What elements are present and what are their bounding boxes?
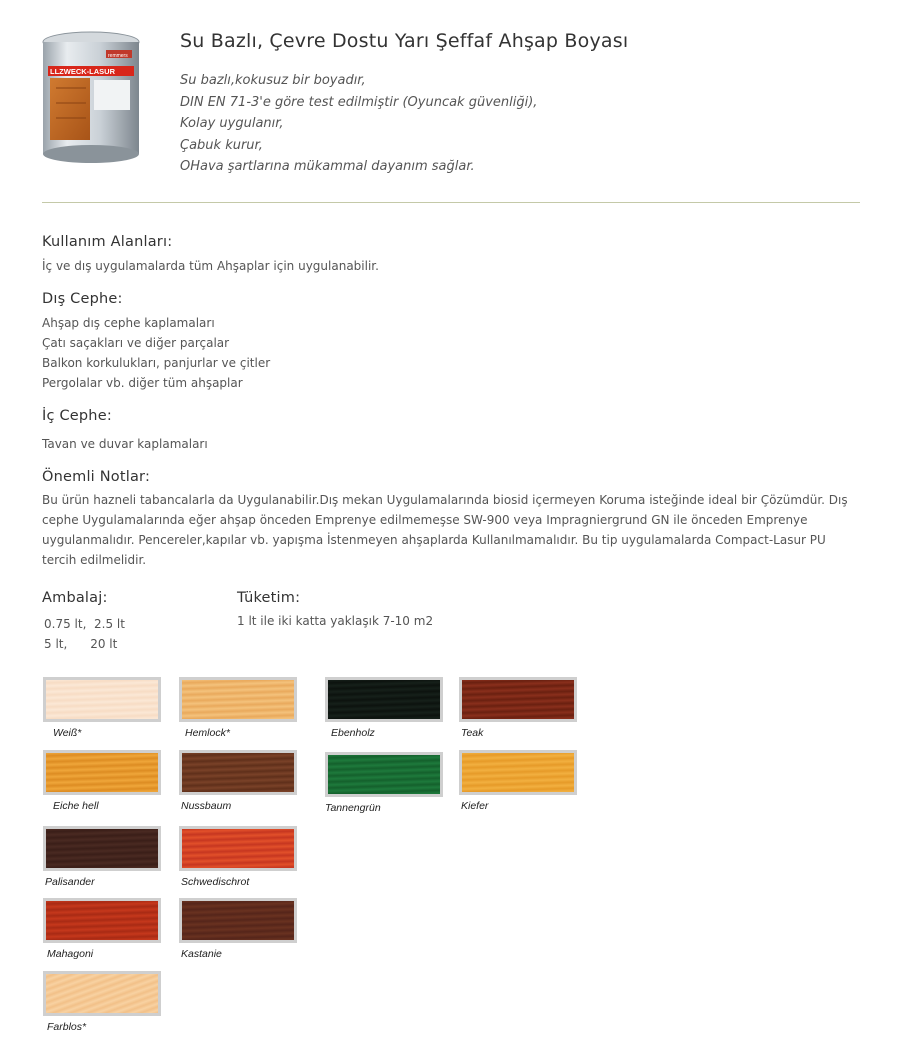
color-swatch bbox=[43, 677, 161, 722]
exterior-list bbox=[42, 313, 270, 393]
product-can-image bbox=[36, 28, 146, 166]
color-swatch bbox=[179, 826, 297, 871]
usage-text: İç ve dış uygulamalarda tüm Ahşaplar için uygulanabilir. bbox=[42, 259, 379, 273]
color-swatch-label: Hemlock* bbox=[185, 727, 230, 739]
interior-text: Tavan ve duvar kaplamaları bbox=[42, 437, 208, 451]
color-swatch-label: Teak bbox=[461, 727, 484, 739]
exterior-heading: Dış Cephe: bbox=[42, 291, 123, 307]
color-swatch bbox=[179, 677, 297, 722]
product-title: Su Bazlı, Çevre Dostu Yarı Şeffaf Ahşap Boyası bbox=[180, 30, 629, 52]
list-item: Ahşap dış cephe kaplamaları bbox=[42, 316, 215, 330]
color-swatch bbox=[43, 971, 161, 1016]
divider bbox=[42, 202, 860, 203]
color-swatch bbox=[325, 677, 443, 722]
color-swatch-label: Kastanie bbox=[181, 948, 222, 960]
color-swatch bbox=[43, 750, 161, 795]
color-swatch bbox=[43, 826, 161, 871]
consumption-heading: Tüketim: bbox=[237, 590, 301, 606]
color-swatch-label: Farblos* bbox=[47, 1021, 87, 1033]
notes-heading: Önemli Notlar: bbox=[42, 469, 151, 485]
consumption-text: 1 lt ile iki katta yaklaşık 7-10 m2 bbox=[237, 614, 434, 628]
color-swatch-label: Nussbaum bbox=[181, 800, 232, 812]
color-swatch-label: Kiefer bbox=[461, 800, 489, 812]
color-swatch-label: Schwedischrot bbox=[181, 876, 250, 888]
color-swatch-label: Mahagoni bbox=[47, 948, 94, 960]
color-swatch bbox=[179, 750, 297, 795]
packaging-row: 5 lt, 20 lt bbox=[44, 637, 118, 651]
notes-text: Bu ürün hazneli tabancalarla da Uygulanabilir.Dış mekan Uygulamalarında biosid içermeyen Koruma isteğinde ideal bir Çözümdür. Dış cephe Uygulamalarında eğer ahşap önceden Emprenye edilmemeşse SW-900 veya Impragniergrund GN ile önceden Emprenye uygulanmalıdır. Pencereler,kapılar vb. yapışma İstenmeyen ahşaplarda Kullanılmamalıdır. Bu tip uygulamalarda Compact-Lasur PU tercih edilmelidir. bbox=[42, 493, 848, 567]
color-swatch bbox=[459, 677, 577, 722]
feature-list bbox=[180, 70, 537, 178]
feature-item: OHava şartlarına mükammal dayanım sağlar. bbox=[180, 159, 475, 174]
can-label-text: LLZWECK-LASUR bbox=[50, 67, 115, 76]
color-swatch-label: Eiche hell bbox=[53, 800, 99, 812]
feature-item: DIN EN 71-3'e göre test edilmiştir (Oyuncak güvenliği), bbox=[180, 94, 538, 110]
can-brand-text: remmers bbox=[108, 53, 128, 59]
packaging-heading: Ambalaj: bbox=[42, 590, 108, 606]
feature-item: Kolay uygulanır, bbox=[180, 116, 284, 131]
feature-item: Çabuk kurur, bbox=[180, 137, 263, 153]
color-swatch-label: Weiß* bbox=[53, 727, 82, 739]
usage-heading: Kullanım Alanları: bbox=[42, 234, 173, 250]
color-swatch bbox=[459, 750, 577, 795]
color-swatch bbox=[43, 898, 161, 943]
color-swatch-label: Ebenholz bbox=[331, 727, 375, 739]
list-item: Çatı saçakları ve diğer parçalar bbox=[42, 336, 230, 350]
feature-item: Su bazlı,kokusuz bir boyadır, bbox=[180, 73, 366, 88]
packaging-row: 0.75 lt, 2.5 lt bbox=[44, 617, 125, 631]
color-swatch bbox=[325, 752, 443, 797]
list-item: Balkon korkulukları, panjurlar ve çitler bbox=[42, 356, 271, 370]
color-swatch-label: Tannengrün bbox=[325, 802, 381, 814]
interior-heading: İç Cephe: bbox=[42, 408, 112, 424]
color-swatch bbox=[179, 898, 297, 943]
list-item: Pergolalar vb. diğer tüm ahşaplar bbox=[42, 376, 243, 390]
color-swatch-label: Palisander bbox=[45, 876, 95, 888]
